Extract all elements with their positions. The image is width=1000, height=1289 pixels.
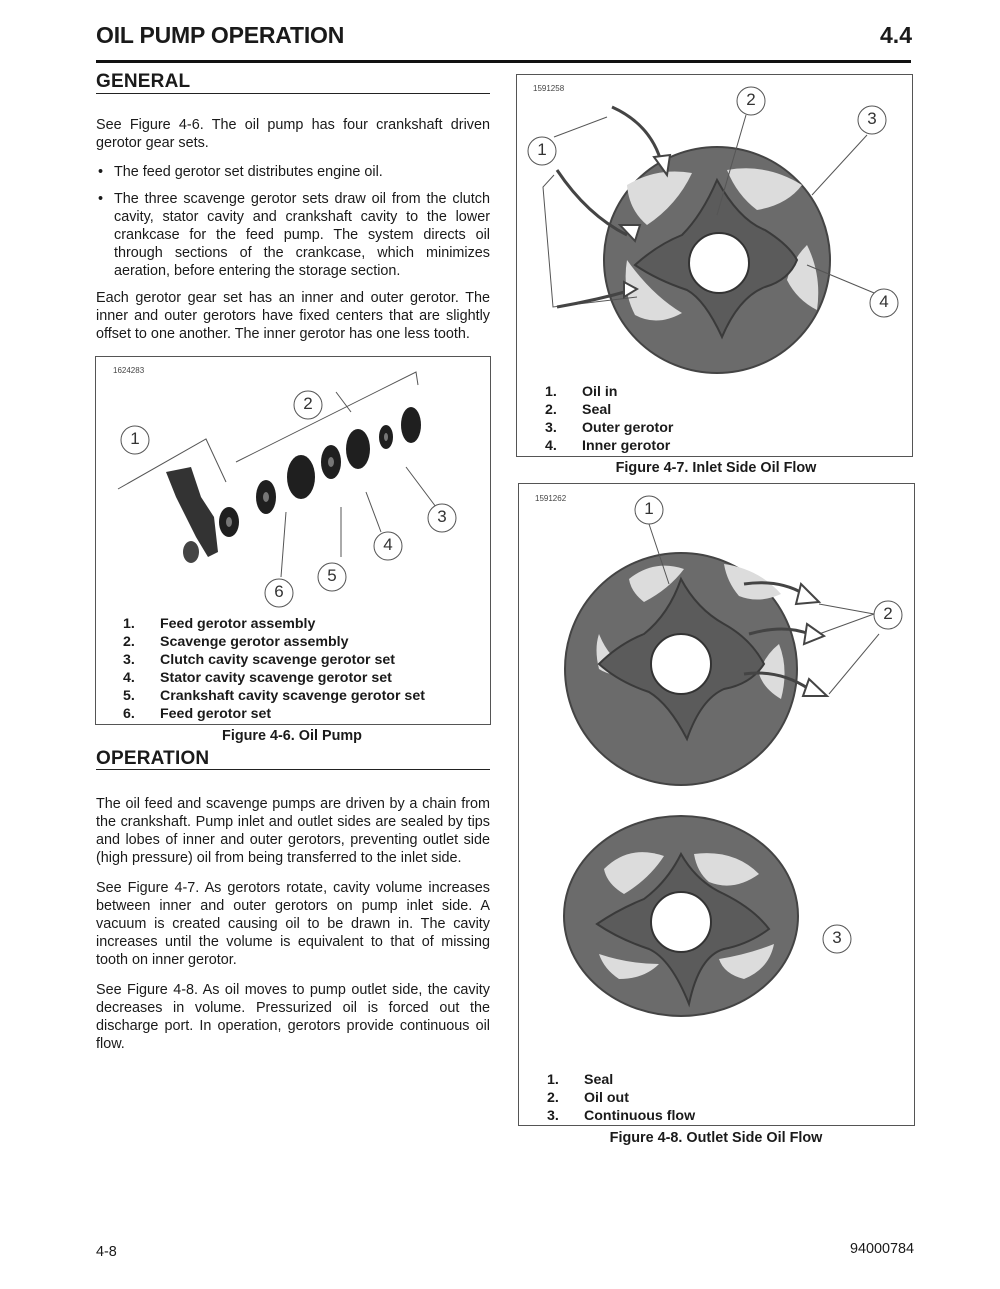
operation-paragraph: The oil feed and scavenge pumps are driven by a chain from the crankshaft. Pump inlet and outlet sides are sealed by tips and lobes of inner and outer gerotors, preventing outlet side (high pressure) oil from being transferred to the inlet side. — [96, 796, 490, 866]
section-number: 4.4 — [880, 22, 912, 48]
figure-4-8-legend — [547, 1071, 847, 1125]
header-rule — [96, 60, 911, 63]
figure-4-6-legend — [123, 615, 483, 723]
callout-1: 1 — [130, 429, 140, 448]
legend-row: 3. Continuous flow — [547, 1108, 696, 1124]
legend-row: 4. Stator cavity scavenge gerotor set — [123, 670, 392, 686]
callout-6: 6 — [274, 582, 284, 601]
legend-row: 3. Outer gerotor — [545, 420, 674, 436]
legend-row: 2. Scavenge gerotor assembly — [123, 634, 349, 650]
callout-3: 3 — [437, 507, 447, 526]
figure-4-6-caption: Figure 4-6. Oil Pump — [222, 728, 362, 744]
operation-heading: OPERATION — [96, 748, 210, 769]
bullet-item: • The three scavenge gerotor sets draw oil from the clutch cavity, stator cavity and crankshaft cavity to the lower crankcase for the feed pump. The system directs oil through sections of the crankcase, which minimizes aeration, before entering the storage section. — [96, 190, 490, 280]
general-heading-rule — [96, 93, 490, 94]
document-number: 94000784 — [849, 1241, 914, 1257]
callout-2: 2 — [883, 604, 893, 623]
callout-2: 2 — [303, 394, 313, 413]
legend-row: 1. Oil in — [545, 384, 618, 400]
operation-paragraph: See Figure 4-8. As oil moves to pump outlet side, the cavity decreases in volume. Pressurized oil is forced out the discharge port. In operation, gerotors provide continuous oil flow. — [96, 982, 490, 1052]
figure-image-id: 1624283 — [113, 366, 145, 375]
callout-5: 5 — [327, 566, 337, 585]
callout-4: 4 — [879, 292, 889, 311]
general-heading: GENERAL — [96, 71, 191, 92]
figure-4-8-box — [518, 483, 915, 1126]
figure-4-6-box — [95, 356, 491, 725]
callout-3: 3 — [832, 928, 842, 947]
shaft-bore-icon — [651, 892, 711, 952]
general-closing: Each gerotor gear set has an inner and outer gerotor. The inner and outer gerotors have fixed centers that are slightly offset to one another. The inner gerotor has one less tooth. — [96, 290, 490, 342]
callout-2: 2 — [746, 90, 756, 109]
legend-row: 2. Seal — [545, 402, 612, 418]
operation-paragraph: See Figure 4-7. As gerotors rotate, cavity volume increases between inner and outer gerotors on pump inlet side. A vacuum is created causing oil to be drawn in. The cavity increases until the volume is equivalent to that of missing tooth on inner gerotor. — [96, 880, 490, 968]
figure-4-7-legend — [545, 383, 845, 455]
legend-row: 1. Seal — [547, 1072, 614, 1088]
inlet-side-gerotor-illustration — [517, 75, 912, 375]
legend-row: 6. Feed gerotor set — [123, 706, 272, 722]
callout-3: 3 — [867, 109, 877, 128]
figure-image-id: 1591258 — [533, 84, 565, 93]
shaft-bore-icon — [651, 634, 711, 694]
callout-1: 1 — [537, 140, 547, 159]
general-bullet-list — [96, 163, 490, 289]
general-intro: See Figure 4-6. The oil pump has four crankshaft driven gerotor gear sets. — [96, 117, 490, 151]
callout-4: 4 — [383, 535, 393, 554]
figure-4-7-box — [516, 74, 913, 457]
figure-image-id: 1591262 — [535, 494, 567, 503]
legend-row: 4. Inner gerotor — [545, 438, 671, 454]
outlet-side-gerotor-illustration — [519, 484, 914, 1064]
legend-row: 1. Feed gerotor assembly — [123, 616, 316, 632]
legend-row: 3. Clutch cavity scavenge gerotor set — [123, 652, 395, 668]
legend-row: 5. Crankshaft cavity scavenge gerotor set — [123, 688, 425, 704]
callout-1: 1 — [644, 499, 654, 518]
shaft-bore-icon — [689, 233, 749, 293]
page-number: 4-8 — [96, 1244, 117, 1260]
figure-4-7-caption: Figure 4-7. Inlet Side Oil Flow — [615, 460, 817, 476]
page-title: OIL PUMP OPERATION — [96, 22, 345, 48]
legend-row: 2. Oil out — [547, 1090, 629, 1106]
figure-4-8-caption: Figure 4-8. Outlet Side Oil Flow — [609, 1130, 823, 1146]
operation-heading-rule — [96, 769, 490, 770]
bullet-item: • The feed gerotor set distributes engine oil. — [96, 163, 490, 181]
